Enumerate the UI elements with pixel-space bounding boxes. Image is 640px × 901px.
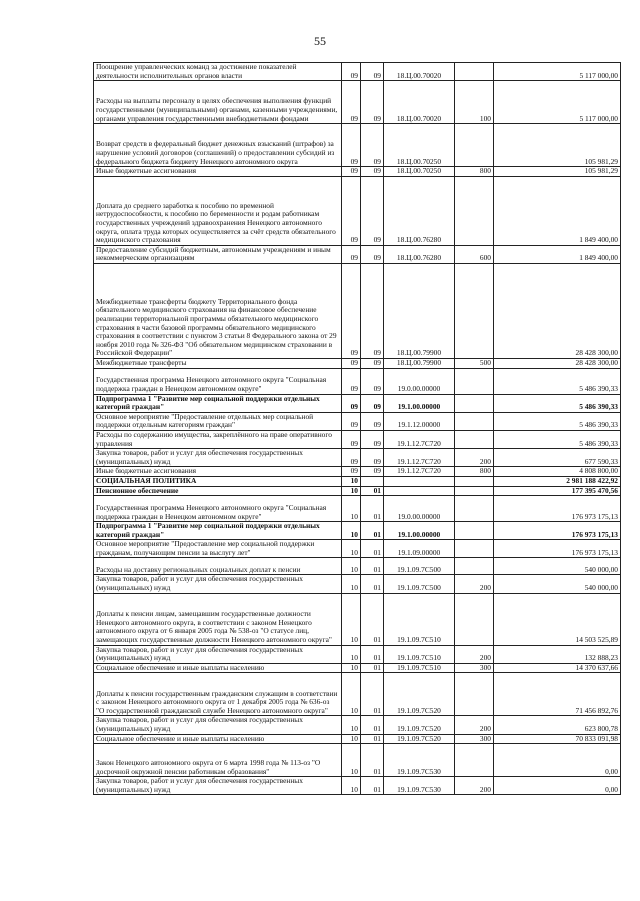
cell-rz: 09: [342, 176, 361, 245]
cell-pr: 09: [361, 394, 384, 412]
cell-pr: 09: [361, 430, 384, 448]
table-row: [94, 744, 621, 777]
cell-rz: 09: [342, 430, 361, 448]
cell-pr: 09: [361, 368, 384, 394]
table-row: [94, 496, 621, 522]
cell-cs: 18.Ц.00.79900: [384, 263, 455, 358]
cell-sum: 14 503 525,89: [494, 593, 621, 645]
cell-cs: 18.Ц.00.70250: [384, 124, 455, 167]
cell-vr: [455, 593, 494, 645]
table-row: [94, 263, 621, 358]
cell-sum: 71 456 892,76: [494, 673, 621, 716]
cell-pr: 09: [361, 263, 384, 358]
table-row: [94, 167, 621, 177]
cell-rz: 09: [342, 412, 361, 430]
cell-sum: 540 000,00: [494, 558, 621, 575]
cell-pr: 01: [361, 496, 384, 522]
cell-name: Основное мероприятие "Предоставление мер социальной поддержки гражданам, получающим пенсии за выслугу лет": [94, 540, 342, 558]
cell-cs: 19.1.09.7C510: [384, 593, 455, 645]
cell-name: Межбюджетные трансферты: [94, 358, 342, 368]
cell-name: Закупка товаров, работ и услуг для обеспечения государственных (муниципальных) нужд: [94, 645, 342, 663]
cell-sum: 623 800,78: [494, 716, 621, 734]
cell-vr: [455, 540, 494, 558]
budget-table-body: [94, 63, 621, 795]
table-row: [94, 358, 621, 368]
cell-rz: 10: [342, 716, 361, 734]
cell-rz: 09: [342, 358, 361, 368]
cell-name: Иные бюджетные ассигнования: [94, 467, 342, 477]
cell-vr: 200: [455, 449, 494, 467]
cell-sum: 105 981,29: [494, 124, 621, 167]
cell-vr: [455, 558, 494, 575]
cell-name: Доплаты к пенсии государственным гражданским служащим в соответствии с законом Ненецкого автономного округа от 1 декабря 2005 года № 636-оз "О государственной гражданской службе Ненецкого автономного округа": [94, 673, 342, 716]
cell-cs: 19.0.00.00000: [384, 368, 455, 394]
cell-sum: 0,00: [494, 744, 621, 777]
cell-vr: [455, 522, 494, 540]
cell-rz: 09: [342, 81, 361, 124]
cell-rz: 10: [342, 476, 361, 486]
cell-rz: 09: [342, 449, 361, 467]
cell-sum: 14 370 637,66: [494, 663, 621, 673]
table-row: [94, 368, 621, 394]
cell-pr: 01: [361, 575, 384, 593]
table-row: [94, 467, 621, 477]
cell-sum: 5 486 390,33: [494, 430, 621, 448]
cell-pr: 01: [361, 663, 384, 673]
table-row: [94, 593, 621, 645]
cell-sum: 5 486 390,33: [494, 412, 621, 430]
cell-rz: 10: [342, 744, 361, 777]
cell-sum: 28 428 300,00: [494, 358, 621, 368]
cell-vr: 200: [455, 777, 494, 795]
cell-cs: 19.0.00.00000: [384, 496, 455, 522]
cell-vr: 200: [455, 645, 494, 663]
budget-table: [93, 62, 621, 795]
table-row: [94, 430, 621, 448]
table-row: [94, 558, 621, 575]
table-row: [94, 663, 621, 673]
cell-name: СОЦИАЛЬНАЯ ПОЛИТИКА: [94, 476, 342, 486]
table-row: [94, 734, 621, 744]
table-row: [94, 522, 621, 540]
table-row: [94, 486, 621, 496]
cell-rz: 10: [342, 558, 361, 575]
cell-name: Межбюджетные трансферты бюджету Территориального фонда обязательного медицинского страхования на финансовое обеспечение реализации территориальной программы обязательного медицинского страхования в части базовой программы обязательного медицинского страхования в соответствии с пунктом 3 статьи 8 Федерального закона от 29 ноября 2010 года № 326-ФЗ "Об обязательном медицинском страховании в Российской Федерации": [94, 263, 342, 358]
cell-vr: [455, 63, 494, 81]
cell-rz: 10: [342, 734, 361, 744]
cell-name: Основное мероприятие "Предоставление отдельных мер социальной поддержки отдельным категориям граждан": [94, 412, 342, 430]
cell-cs: 19.1.09.7C510: [384, 663, 455, 673]
cell-cs: 19.1.09.7C530: [384, 744, 455, 777]
cell-cs: 19.1.09.7C500: [384, 575, 455, 593]
cell-pr: 01: [361, 522, 384, 540]
cell-name: Закупка товаров, работ и услуг для обеспечения государственных (муниципальных) нужд: [94, 716, 342, 734]
cell-pr: 01: [361, 486, 384, 496]
cell-sum: 176 973 175,13: [494, 522, 621, 540]
cell-sum: 5 486 390,33: [494, 368, 621, 394]
cell-cs: 19.1.12.00000: [384, 412, 455, 430]
cell-name: Подпрограмма 1 "Развитие мер социальной поддержки отдельных категорий граждан": [94, 522, 342, 540]
cell-cs: 19.1.09.7C500: [384, 558, 455, 575]
cell-rz: 09: [342, 63, 361, 81]
cell-vr: [455, 486, 494, 496]
cell-cs: 19.1.09.7C530: [384, 777, 455, 795]
cell-sum: 105 981,29: [494, 167, 621, 177]
cell-cs: 19.1.09.00000: [384, 540, 455, 558]
cell-cs: 19.1.12.7C720: [384, 430, 455, 448]
cell-pr: 01: [361, 593, 384, 645]
cell-vr: [455, 263, 494, 358]
cell-name: Государственная программа Ненецкого автономного округа "Социальная поддержка граждан в Ненецком автономном округе": [94, 496, 342, 522]
table-row: [94, 245, 621, 263]
table-row: [94, 575, 621, 593]
cell-vr: 200: [455, 575, 494, 593]
cell-pr: 09: [361, 176, 384, 245]
cell-rz: 10: [342, 777, 361, 795]
cell-cs: 18.Ц.00.70250: [384, 167, 455, 177]
cell-vr: 100: [455, 81, 494, 124]
cell-cs: 18.Ц.00.76280: [384, 176, 455, 245]
cell-cs: 19.1.09.7C520: [384, 673, 455, 716]
cell-rz: 09: [342, 167, 361, 177]
table-row: [94, 394, 621, 412]
cell-rz: 10: [342, 593, 361, 645]
cell-pr: 01: [361, 777, 384, 795]
cell-rz: 09: [342, 467, 361, 477]
cell-sum: 540 000,00: [494, 575, 621, 593]
cell-pr: 01: [361, 558, 384, 575]
cell-rz: 10: [342, 575, 361, 593]
cell-vr: 200: [455, 716, 494, 734]
cell-rz: 10: [342, 645, 361, 663]
cell-cs: 19.1.00.00000: [384, 522, 455, 540]
cell-vr: 300: [455, 663, 494, 673]
cell-name: Пенсионное обеспечение: [94, 486, 342, 496]
cell-cs: 18.Ц.00.70020: [384, 63, 455, 81]
cell-sum: 0,00: [494, 777, 621, 795]
cell-sum: 70 833 091,98: [494, 734, 621, 744]
cell-sum: 177 395 470,56: [494, 486, 621, 496]
cell-pr: 09: [361, 167, 384, 177]
cell-sum: 2 981 188 422,92: [494, 476, 621, 486]
cell-pr: 01: [361, 645, 384, 663]
cell-sum: 5 117 000,00: [494, 63, 621, 81]
cell-cs: 19.1.09.7C520: [384, 716, 455, 734]
cell-vr: 800: [455, 467, 494, 477]
cell-name: Государственная программа Ненецкого автономного округа "Социальная поддержка граждан в Ненецком автономном округе": [94, 368, 342, 394]
table-row: [94, 81, 621, 124]
cell-sum: 677 590,33: [494, 449, 621, 467]
table-row: [94, 449, 621, 467]
cell-vr: 800: [455, 167, 494, 177]
cell-sum: 5 117 000,00: [494, 81, 621, 124]
cell-cs: 19.1.09.7C510: [384, 645, 455, 663]
cell-cs: 18.Ц.00.79900: [384, 358, 455, 368]
cell-sum: 1 849 400,00: [494, 245, 621, 263]
cell-pr: 01: [361, 716, 384, 734]
cell-rz: 10: [342, 540, 361, 558]
cell-pr: 09: [361, 412, 384, 430]
cell-rz: 09: [342, 368, 361, 394]
cell-pr: 01: [361, 673, 384, 716]
cell-vr: 500: [455, 358, 494, 368]
cell-name: Подпрограмма 1 "Развитие мер социальной поддержки отдельных категорий граждан": [94, 394, 342, 412]
cell-pr: 09: [361, 358, 384, 368]
cell-cs: 19.1.12.7C720: [384, 449, 455, 467]
cell-name: Расходы на выплаты персоналу в целях обеспечения выполнения функций государственными (муниципальными) органами, казенными учреждениями, органами управления государственными внебюджетными фондами: [94, 81, 342, 124]
cell-sum: 5 486 390,33: [494, 394, 621, 412]
cell-cs: [384, 476, 455, 486]
cell-vr: 300: [455, 734, 494, 744]
cell-pr: 01: [361, 744, 384, 777]
cell-rz: 10: [342, 663, 361, 673]
cell-name: Возврат средств в федеральный бюджет денежных взысканий (штрафов) за нарушение условий договоров (соглашений) о предоставлении субсидий из федерального бюджета бюджету Ненецкого автономного округа: [94, 124, 342, 167]
table-row: [94, 476, 621, 486]
cell-name: Доплата до среднего заработка к пособию по временной нетрудоспособности, к пособию по беременности и родам работникам государственных учреждений здравоохранения Ненецкого автономного округа, оплата труда которых осуществляется за счёт средств обязательного медицинского страхования: [94, 176, 342, 245]
cell-cs: 19.1.00.00000: [384, 394, 455, 412]
cell-vr: 600: [455, 245, 494, 263]
table-row: [94, 777, 621, 795]
table-row: [94, 673, 621, 716]
table-row: [94, 412, 621, 430]
cell-sum: 176 973 175,13: [494, 540, 621, 558]
cell-pr: 09: [361, 467, 384, 477]
cell-pr: 09: [361, 63, 384, 81]
cell-vr: [455, 394, 494, 412]
cell-rz: 09: [342, 263, 361, 358]
cell-rz: 10: [342, 486, 361, 496]
cell-cs: 19.1.12.7C720: [384, 467, 455, 477]
cell-cs: 19.1.09.7C520: [384, 734, 455, 744]
cell-pr: 09: [361, 245, 384, 263]
cell-name: Социальное обеспечение и иные выплаты населению: [94, 663, 342, 673]
cell-pr: 01: [361, 540, 384, 558]
cell-vr: [455, 496, 494, 522]
cell-name: Расходы на доставку региональных социальных доплат к пенсии: [94, 558, 342, 575]
cell-name: Предоставление субсидий бюджетным, автономным учреждениям и иным некоммерческим организациям: [94, 245, 342, 263]
cell-name: Закупка товаров, работ и услуг для обеспечения государственных (муниципальных) нужд: [94, 449, 342, 467]
cell-cs: 18.Ц.00.70020: [384, 81, 455, 124]
cell-pr: 09: [361, 81, 384, 124]
table-row: [94, 540, 621, 558]
cell-name: Закон Ненецкого автономного округа от 6 марта 1998 года № 113-оз "О досрочной окружной пенсии работникам образования": [94, 744, 342, 777]
cell-name: Закупка товаров, работ и услуг для обеспечения государственных (муниципальных) нужд: [94, 575, 342, 593]
cell-sum: 28 428 300,00: [494, 263, 621, 358]
cell-name: Расходы по содержанию имущества, закреплённого на праве оперативного управления: [94, 430, 342, 448]
cell-pr: 09: [361, 124, 384, 167]
cell-sum: 132 888,23: [494, 645, 621, 663]
cell-vr: [455, 124, 494, 167]
cell-name: Поощрение управленческих команд за достижение показателей деятельности исполнительных органов власти: [94, 63, 342, 81]
cell-name: Доплаты к пенсии лицам, замещавшим государственные должности Ненецкого автономного округа, в соответствии с законом Ненецкого автономного округа от 6 января 2005 года № 538-оз "О статусе лиц, замещающих государственные должности Ненецкого автономного округа": [94, 593, 342, 645]
cell-name: Социальное обеспечение и иные выплаты населению: [94, 734, 342, 744]
cell-vr: [455, 476, 494, 486]
table-row: [94, 124, 621, 167]
cell-pr: 09: [361, 449, 384, 467]
cell-pr: 01: [361, 734, 384, 744]
cell-vr: [455, 368, 494, 394]
table-row: [94, 716, 621, 734]
table-row: [94, 645, 621, 663]
page-number: 55: [314, 34, 326, 48]
cell-rz: 10: [342, 522, 361, 540]
cell-sum: 1 849 400,00: [494, 176, 621, 245]
cell-cs: [384, 486, 455, 496]
cell-vr: [455, 176, 494, 245]
cell-vr: [455, 430, 494, 448]
cell-rz: 09: [342, 394, 361, 412]
cell-vr: [455, 412, 494, 430]
cell-vr: [455, 744, 494, 777]
cell-name: Иные бюджетные ассигнования: [94, 167, 342, 177]
cell-rz: 10: [342, 673, 361, 716]
cell-cs: 18.Ц.00.76280: [384, 245, 455, 263]
cell-rz: 10: [342, 496, 361, 522]
cell-sum: 4 808 800,00: [494, 467, 621, 477]
cell-pr: [361, 476, 384, 486]
cell-name: Закупка товаров, работ и услуг для обеспечения государственных (муниципальных) нужд: [94, 777, 342, 795]
cell-rz: 09: [342, 124, 361, 167]
table-row: [94, 176, 621, 245]
cell-vr: [455, 673, 494, 716]
cell-sum: 176 973 175,13: [494, 496, 621, 522]
cell-rz: 09: [342, 245, 361, 263]
table-row: [94, 63, 621, 81]
